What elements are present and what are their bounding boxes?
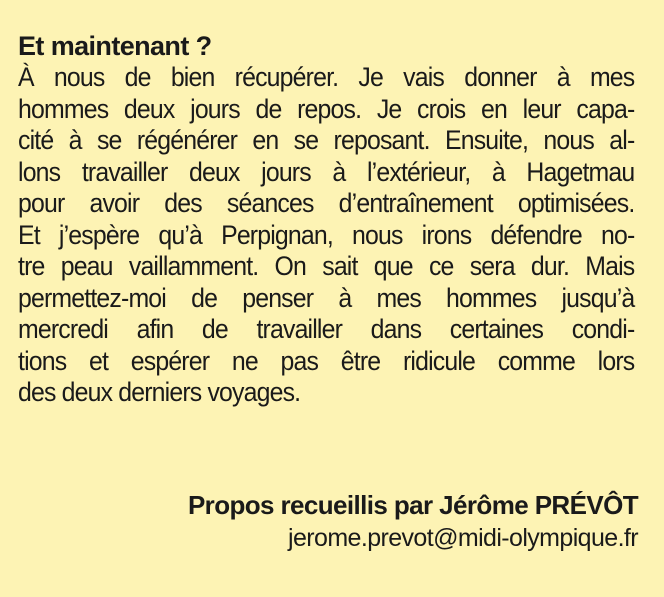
body-line-7: tre peau vaillamment. On sait que ce sera dur. Mais — [18, 251, 635, 281]
article-body — [18, 62, 638, 409]
body-line-3: cité à se régénérer en se reposant. Ensuite, nous al- — [18, 125, 635, 155]
body-line-11: des deux derniers voyages. — [18, 377, 301, 407]
article — [18, 30, 638, 409]
body-line-10: tions et espérer ne pas être ridicule comme lors — [18, 345, 635, 376]
body-line-1: À nous de bien récupérer. Je vais donner à mes — [18, 62, 635, 92]
body-line-6: Et j’espère qu’à Perpignan, nous irons défendre no- — [18, 219, 635, 250]
byline-author: Propos recueillis par Jérôme PRÉVÔT — [187, 490, 638, 520]
body-line-9: mercredi afin de travailler dans certaines condi- — [18, 314, 635, 344]
article-heading: Et maintenant ? — [18, 31, 212, 61]
body-line-5: pour avoir des séances d’entraînement optimisées. — [18, 188, 635, 218]
body-line-4: lons travailler deux jours à l’extérieur, à Hagetmau — [18, 156, 635, 187]
body-line-8: permettez-moi de penser à mes hommes jusqu’à — [18, 282, 635, 313]
byline — [188, 488, 638, 554]
body-line-2: hommes deux jours de repos. Je crois en leur capa- — [18, 93, 635, 124]
byline-email[interactable]: jerome.prevot@midi-olympique.fr — [288, 524, 638, 552]
